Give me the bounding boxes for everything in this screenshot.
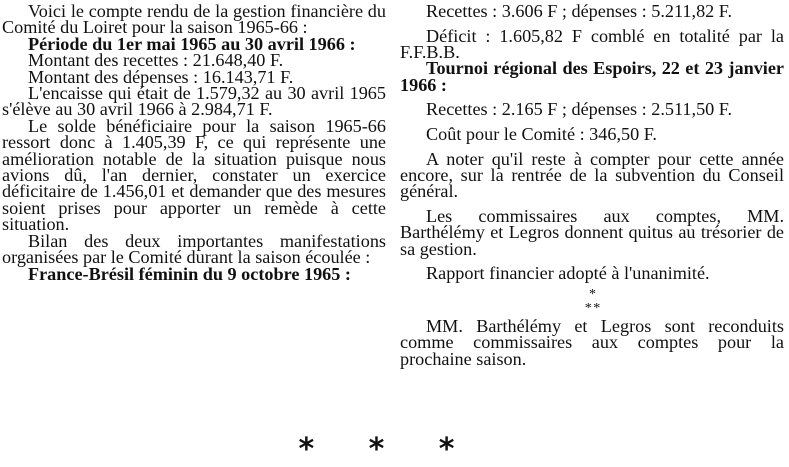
encaisse-paragraph: L'encaisse qui était de 1.579,32 au 30 avril 1965 s'élève au 30 avril 1966 à 2.984,71 F. <box>2 83 386 120</box>
france-bresil-heading: France-Brésil féminin du 9 octobre 1965 : <box>28 263 351 284</box>
solde-paragraph: Le solde bénéficiaire pour la saison 1965-66 ressort donc à 1.405,39 F, ce qui représente une amélioration notable de la situation puisque nous avions dû, l'an dernier, constater un exercice déficitaire de 1.456,01 et demander que des mesures soient prises pour apporter un remède à cette situation. <box>2 115 386 235</box>
rapport-paragraph: Rapport financier adopté à l'unanimité. <box>426 263 710 284</box>
commissaires-paragraph: Les commissaires aux comptes, MM. Barthélémy et Legros donnent quitus au trésorier de sa gestion. <box>400 206 784 259</box>
tournoi-recettes-line: Recettes : 2.165 F ; dépenses : 2.511,50 F. <box>426 99 733 120</box>
deficit-paragraph: Déficit : 1.605,82 F comblé en totalité par la F.F.B.B. <box>400 25 784 62</box>
depenses-line: Montant des dépenses : 16.143,71 F. <box>28 66 294 87</box>
left-column <box>2 3 386 282</box>
cout-line: Coût pour le Comité : 346,50 F. <box>426 124 657 144</box>
tournoi-heading: Tournoi régional des Espoirs, 22 et 23 janvier 1966 : <box>400 58 784 95</box>
section-dinkus: * * * <box>584 286 600 316</box>
noter-paragraph: A noter qu'il reste à compter pour cette année encore, sur la rentrée de la subvention du Conseil général. <box>400 148 784 202</box>
recettes-line: Montant des recettes : 21.648,40 F. <box>28 50 284 71</box>
intro-paragraph: Voici le compte rendu de la gestion financière du Comité du Loiret pour la saison 1965-66 : <box>2 1 386 38</box>
footer-stars: * * * <box>298 432 477 467</box>
bilan-paragraph: Bilan des deux importantes manifestations organisées par le Comité durant la saison écoulée : <box>2 230 386 268</box>
reconduits-paragraph: MM. Barthélémy et Legros sont reconduits comme commissaires aux comptes pour la prochaine saison. <box>400 315 784 369</box>
periode-heading: Période du 1er mai 1965 au 30 avril 1966 : <box>28 33 356 54</box>
right-column <box>400 3 784 367</box>
fb-recettes-line: Recettes : 3.606 F ; dépenses : 5.211,82 F. <box>426 1 733 21</box>
